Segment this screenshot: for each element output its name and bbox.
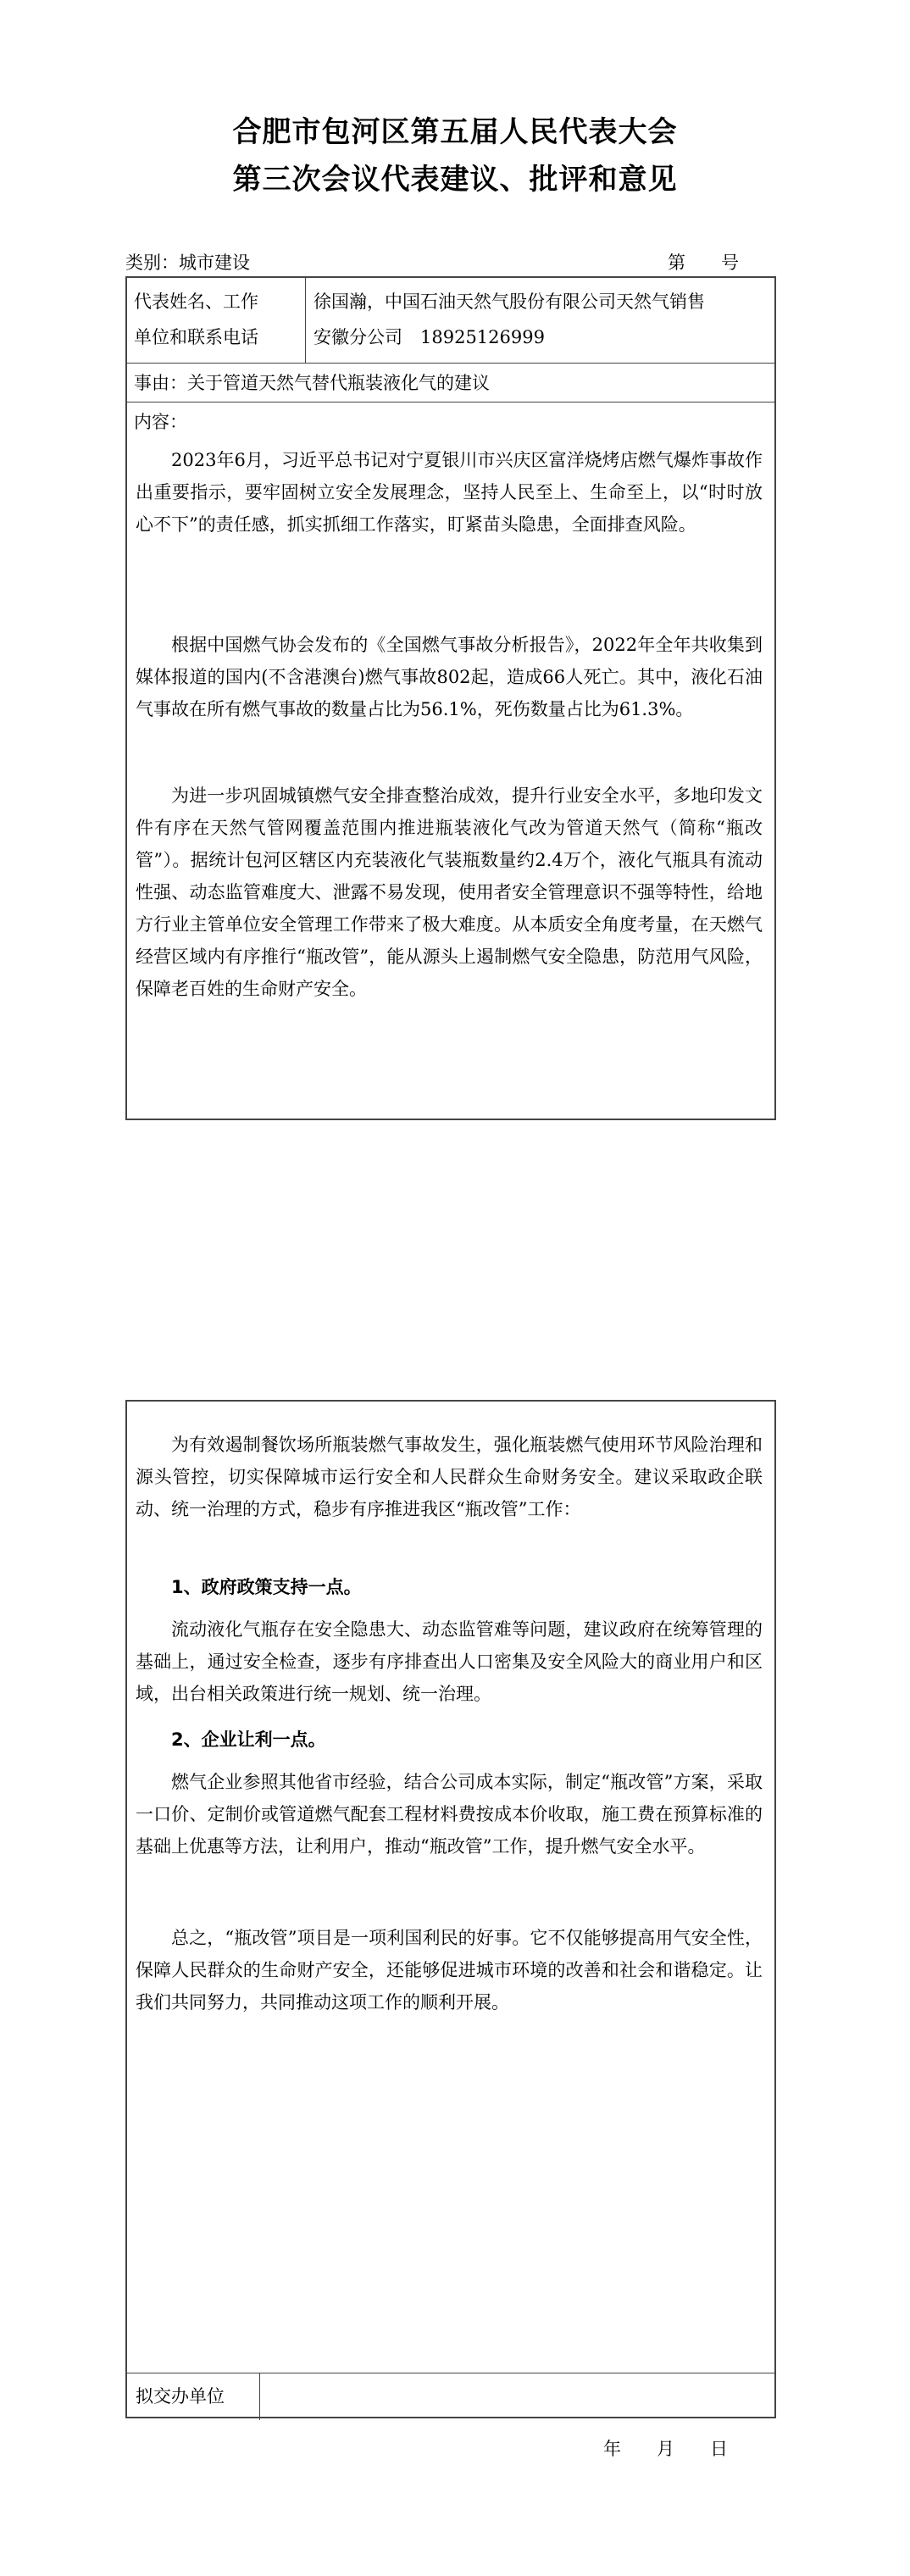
row-divider — [127, 363, 774, 364]
content-paragraph: 2023年6月，习近平总书记对宁夏银川市兴庆区富洋烧烤店燃气爆炸事故作出重要指示，要牢固树立安全发展理念，坚持人民至上、生命至上，以“时时放心不下”的责任感，抓实抓细工作落实，盯紧苗头隐患，全面排查风险。 — [136, 450, 763, 535]
number-label: 第 号 — [668, 253, 739, 273]
rep-field-label-1: 代表姓名、工作 — [134, 291, 258, 312]
category-label: 类别：城市建设 — [125, 253, 250, 273]
section-paragraph-2: 燃气企业参照其他省市经验，结合公司成本实际，制定“瓶改管”方案，采取一口价、定制价或管道燃气配套工程材料费按成本价收取，施工费在预算标准的基础上优惠等方法，让利用户，推动“瓶改管”工作，提升燃气安全水平。 — [136, 1772, 763, 1857]
rep-value-line2: 安徽分公司 18925126999 — [314, 327, 545, 347]
section-paragraph-1: 流动液化气瓶存在安全隐患大、动态监管难等问题，建议政府在统筹管理的基础上，通过安全检查，逐步有序排查出人口密集及安全风险大的商业用户和区域，出台相关政策进行统一规划、统一治理。 — [136, 1619, 763, 1704]
section-heading-2: 2、企业让利一点。 — [171, 1729, 326, 1750]
section-heading-1: 1、政府政策支持一点。 — [171, 1577, 362, 1597]
document-title-line2: 第三次会议代表建议、批评和意见 — [232, 163, 678, 197]
content-paragraph: 为进一步巩固城镇燃气安全排查整治成效，提升行业安全水平，多地印发文件有序在天然气管网覆盖范围内推进瓶装液化气改为管道天然气（简称“瓶改管”）。据统计包河区辖区内充装液化气装瓶数量约2.4万个，液化气瓶具有流动性强、动态监管难度大、泄露不易发现，使用者安全管理意识不强等特性，给地方行业主管单位安全管理工作带来了极大难度。从本质安全角度考量，在天燃气经营区域内有序推行“瓶改管”，能从源头上遏制燃气安全隐患，防范用气风险，保障老百姓的生命财产安全。 — [136, 786, 763, 999]
document-title-line1: 合肥市包河区第五届人民代表大会 — [232, 115, 678, 149]
date-label: 年 月 日 — [603, 2439, 728, 2459]
content-label: 内容： — [134, 412, 187, 432]
field-divider — [305, 278, 306, 363]
rep-value-line1: 徐国瀚，中国石油天然气股份有限公司天然气销售 — [314, 291, 705, 312]
conclusion-paragraph: 总之，“瓶改管”项目是一项利国利民的好事。它不仅能够提高用气安全性，保障人民群众的生命财产安全，还能够促进城市环境的改善和社会和谐稳定。让我们共同努力，共同推动这项工作的顺利开展。 — [136, 1928, 763, 2012]
intro-paragraph: 为有效遏制餐饮场所瓶装燃气事故发生，强化瓶装燃气使用环节风险治理和源头管控，切实保障城市运行安全和人民群众生命财务安全。建议采取政企联动、统一治理的方式，稳步有序推进我区“瓶改管”工作： — [136, 1435, 763, 1519]
proposal-form-page1 — [125, 276, 776, 1120]
proposal-form-page2 — [125, 1400, 776, 2418]
rep-field-label-2: 单位和联系电话 — [134, 327, 258, 347]
assign-unit-label: 拟交办单位 — [136, 2386, 225, 2407]
assign-unit-value — [268, 2379, 759, 2413]
subject-line: 事由：关于管道天然气替代瓶装液化气的建议 — [134, 373, 490, 393]
field-divider — [259, 2373, 260, 2420]
content-paragraph: 根据中国燃气协会发布的《全国燃气事故分析报告》，2022年全年共收集到媒体报道的国内(不含港澳台)燃气事故802起，造成66人死亡。其中，液化石油气事故在所有燃气事故的数量占比为56.1%，死伤数量占比为61.3%。 — [136, 635, 763, 719]
